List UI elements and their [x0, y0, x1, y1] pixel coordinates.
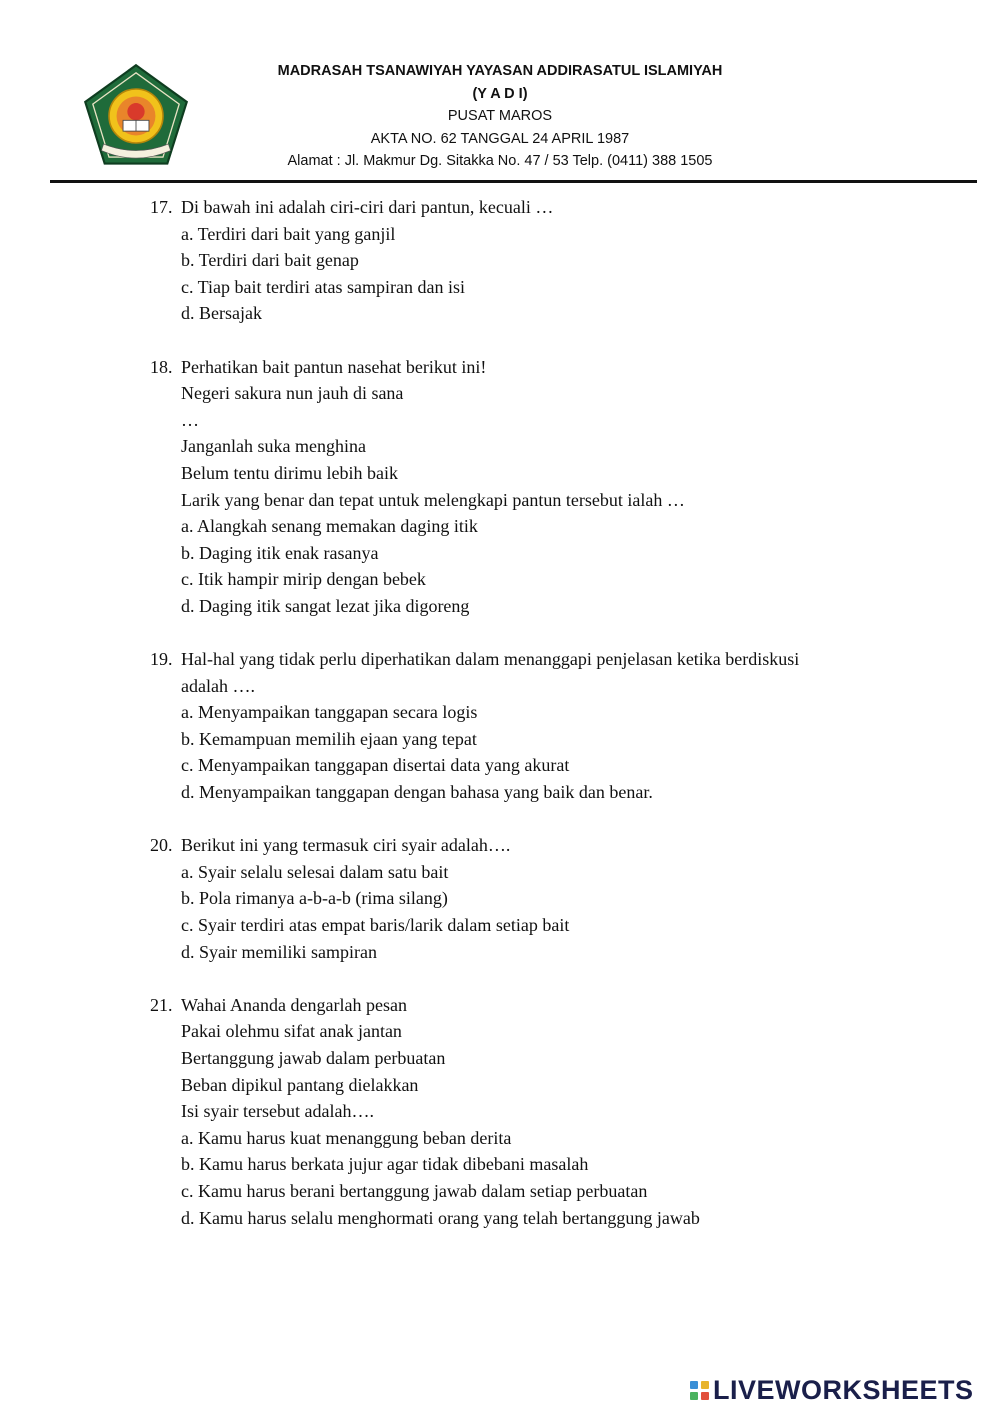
question-number: 17. [150, 197, 173, 217]
school-deed: AKTA NO. 62 TANGGAL 24 APRIL 1987 [370, 130, 630, 147]
question-text-line: Pakai olehmu sifat anak jantan [181, 1021, 402, 1042]
question-number: 19. [150, 649, 173, 670]
answer-option: d. Menyampaikan tanggapan dengan bahasa yang baik dan benar. [181, 782, 653, 803]
logo-block [690, 1381, 698, 1389]
answer-option: b. Terdiri dari bait genap [181, 250, 359, 271]
question-prompt: Berikut ini yang termasuk ciri syair adalah…. [181, 835, 511, 856]
question-prompt: Hal-hal yang tidak perlu diperhatikan dalam menanggapi penjelasan ketika berdiskusi [181, 649, 800, 670]
question-18 [150, 354, 950, 620]
question-prompt: Perhatikan bait pantun nasehat berikut ini! [181, 356, 487, 377]
answer-option: c. Itik hampir mirip dengan bebek [181, 569, 426, 590]
answer-option: a. Kamu harus kuat menanggung beban derita [181, 1127, 512, 1148]
answer-option: d. Kamu harus selalu menghormati orang yang telah bertanggung jawab [181, 1207, 700, 1228]
question-line [150, 832, 950, 859]
answer-option: b. Kamu harus berkata jujur agar tidak dibebani masalah [181, 1154, 589, 1175]
header-divider [50, 180, 977, 183]
answer-option: d. Daging itik sangat lezat jika digoreng [181, 595, 470, 616]
question-line [150, 992, 950, 1019]
logo-block [690, 1392, 698, 1400]
question-text-line: Negeri sakura nun jauh di sana [181, 383, 404, 404]
answer-option: c. Syair terdiri atas empat baris/larik dalam setiap bait [181, 915, 570, 936]
watermark-text: LIVEWORKSHEETS [713, 1374, 974, 1405]
question-19 [150, 646, 950, 806]
question-text-line: Isi syair tersebut adalah…. [181, 1101, 374, 1122]
answer-option: d. Bersajak [181, 303, 262, 324]
logo-block [701, 1381, 709, 1389]
question-line [150, 646, 950, 673]
question-line [150, 194, 950, 221]
question-list [150, 194, 950, 1231]
answer-option: a. Menyampaikan tanggapan secara logis [181, 702, 478, 723]
answer-option: c. Tiap bait terdiri atas sampiran dan isi [181, 276, 465, 297]
question-17 [150, 194, 950, 327]
school-address: Alamat : Jl. Makmur Dg. Sitakka No. 47 / 53 Telp. (0411) 388 1505 [287, 153, 713, 169]
question-text-line: Belum tentu dirimu lebih baik [181, 462, 398, 483]
question-prompt: Di bawah ini adalah ciri-ciri dari pantun, kecuali … [181, 197, 554, 217]
question-number: 20. [150, 835, 173, 856]
liveworksheets-logo-icon [690, 1381, 709, 1400]
question-21 [150, 992, 950, 1231]
school-location: PUSAT MAROS [447, 108, 553, 124]
answer-option: b. Pola rimanya a-b-a-b (rima silang) [181, 888, 448, 909]
question-number: 18. [150, 356, 173, 377]
question-text-line: Beban dipikul pantang dielakkan [181, 1074, 419, 1095]
question-text-line: Larik yang benar dan tepat untuk melengkapi pantun tersebut ialah … [181, 489, 685, 510]
answer-option: a. Alangkah senang memakan daging itik [181, 516, 478, 537]
question-text-line: … [181, 409, 199, 430]
logo-block [701, 1392, 709, 1400]
question-text-line: adalah …. [181, 675, 255, 696]
question-prompt: Wahai Ananda dengarlah pesan [181, 994, 407, 1015]
school-letterhead [200, 60, 800, 173]
answer-option: c. Kamu harus berani bertanggung jawab dalam setiap perbuatan [181, 1180, 648, 1201]
question-number: 21. [150, 994, 173, 1015]
answer-option: a. Syair selalu selesai dalam satu bait [181, 861, 449, 882]
answer-option: b. Daging itik enak rasanya [181, 542, 379, 563]
question-20 [150, 832, 950, 965]
answer-option: a. Terdiri dari bait yang ganjil [181, 223, 396, 244]
question-line [150, 354, 950, 381]
school-emblem-icon [82, 62, 190, 170]
answer-option: b. Kemampuan memilih ejaan yang tepat [181, 728, 477, 749]
question-text-line: Janganlah suka menghina [181, 436, 366, 457]
question-text-line: Bertanggung jawab dalam perbuatan [181, 1048, 446, 1068]
answer-option: c. Menyampaikan tanggapan disertai data yang akurat [181, 755, 570, 776]
answer-option: d. Syair memiliki sampiran [181, 941, 377, 962]
liveworksheets-watermark [690, 1372, 974, 1408]
school-abbreviation: (Y A D I) [472, 85, 528, 102]
school-name: MADRASAH TSANAWIYAH YAYASAN ADDIRASATUL ISLAMIYAH [277, 63, 723, 79]
